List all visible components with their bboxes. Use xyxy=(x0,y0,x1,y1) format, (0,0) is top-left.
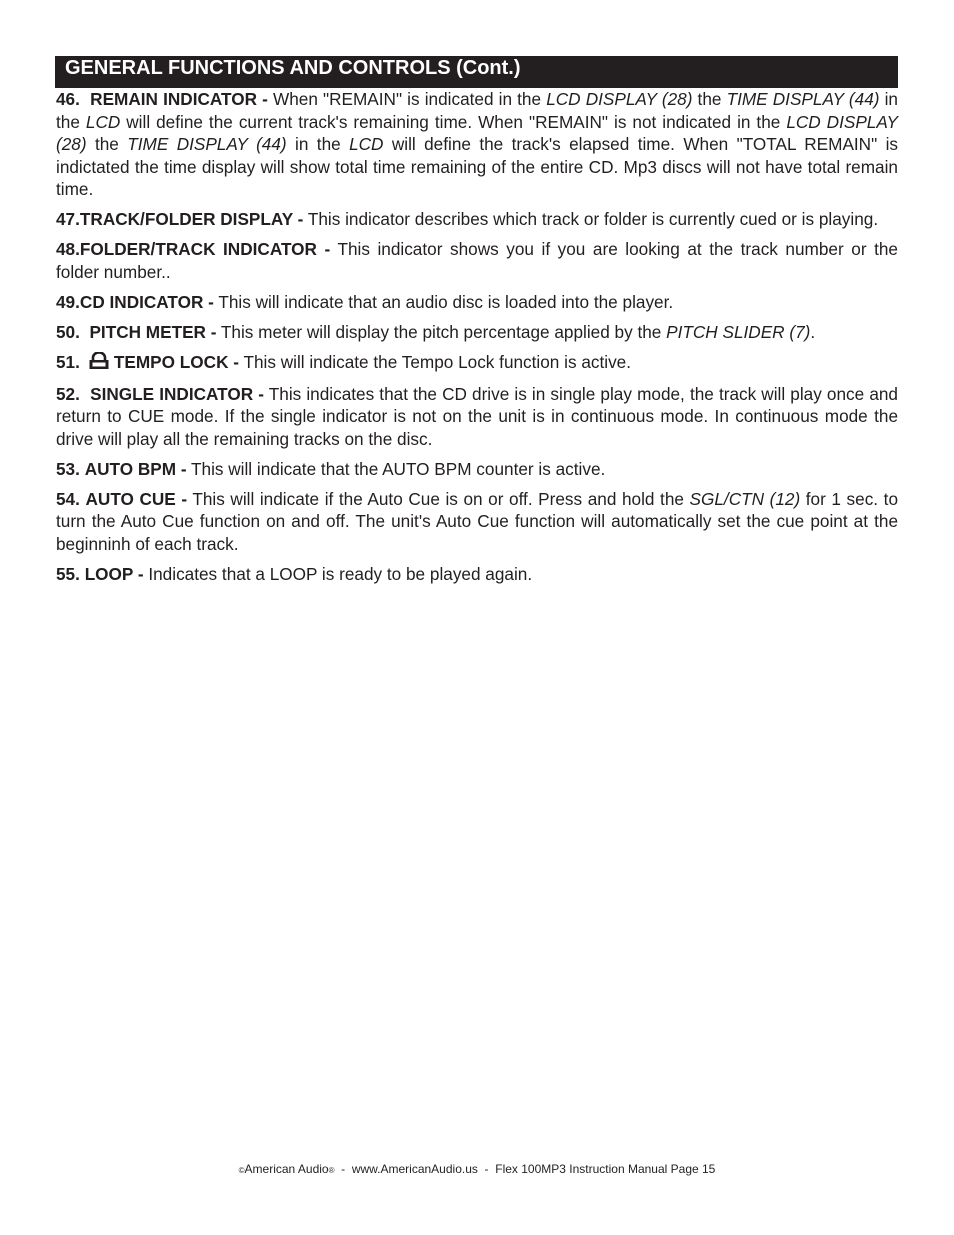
item-label: REMAIN INDICATOR - xyxy=(90,89,268,109)
footer-separator: - xyxy=(334,1162,352,1176)
footer-manual-page: Flex 100MP3 Instruction Manual Page 15 xyxy=(495,1162,716,1176)
item-55 xyxy=(56,563,898,586)
item-text: This indicator shows you if you are looking at the track number or the folder number.. xyxy=(56,239,898,282)
item-number: 55. xyxy=(56,563,80,584)
item-ref: LCD DISPLAY (28) xyxy=(56,111,899,154)
item-text: When "REMAIN" is indicated in the xyxy=(267,89,547,109)
item-text: the xyxy=(86,134,128,154)
item-text: in the xyxy=(56,89,898,132)
item-50 xyxy=(56,321,898,344)
item-number: 54. xyxy=(56,488,80,509)
item-number: 49. xyxy=(56,291,80,312)
section-title: GENERAL FUNCTIONS AND CONTROLS (Cont.) xyxy=(65,57,521,79)
item-47 xyxy=(56,208,898,231)
item-number: 53. xyxy=(56,458,80,479)
item-ref: LCD DISPLAY (28) xyxy=(546,89,693,109)
item-text: This will indicate that an audio disc is loaded into the player. xyxy=(213,291,674,312)
item-label: AUTO BPM - xyxy=(84,458,187,479)
item-51 xyxy=(56,351,898,376)
item-number: 47. xyxy=(56,209,80,229)
item-text: will define the track's elapsed time. When "TOTAL REMAIN" is indictated the time display will show total time remaining of the entire CD. Mp3 discs will not have total remain time. xyxy=(56,134,898,199)
item-label: FOLDER/TRACK INDICATOR - xyxy=(79,239,331,259)
item-text: This meter will display the pitch percentage applied by the xyxy=(216,321,667,342)
item-number: 50. xyxy=(56,321,80,342)
item-text: in the xyxy=(286,134,350,154)
item-ref: LCD xyxy=(349,134,384,154)
item-label: AUTO CUE - xyxy=(85,488,188,509)
item-label: CD INDICATOR - xyxy=(79,291,214,312)
item-label: SINGLE INDICATOR - xyxy=(90,383,264,404)
item-text: will define the current track's remaining time. When "REMAIN" is not indicated in the xyxy=(120,111,787,132)
item-48 xyxy=(56,238,898,283)
item-54 xyxy=(56,488,898,556)
registered-symbol: ® xyxy=(328,1166,335,1175)
item-text: This will indicate the Tempo Lock function is active. xyxy=(239,351,632,372)
item-number: 51. xyxy=(56,351,80,372)
item-text: This will indicate that the AUTO BPM counter is active. xyxy=(186,458,606,479)
item-49 xyxy=(56,291,898,314)
item-text: . xyxy=(810,321,816,342)
item-label: PITCH METER - xyxy=(89,321,217,342)
item-ref: LCD xyxy=(85,111,121,132)
item-46 xyxy=(56,88,898,201)
item-label: TEMPO LOCK - xyxy=(113,351,239,372)
item-number: 46. xyxy=(56,89,80,109)
item-text: This indicates that the CD drive is in single play mode, the track will play once and return to CUE mode. If the single indicator is not on the unit is in continuous mode. In continuous mode the drive will play all the remaining tracks on the disc. xyxy=(56,383,898,449)
item-number: 52. xyxy=(56,383,80,404)
item-label: TRACK/FOLDER DISPLAY - xyxy=(79,209,304,229)
copyright-symbol: © xyxy=(238,1166,245,1175)
item-text: This indicator describes which track or folder is currently cued or is playing. xyxy=(303,209,879,229)
document-body xyxy=(56,88,898,593)
item-ref: PITCH SLIDER (7) xyxy=(666,321,811,342)
footer-website: www.AmericanAudio.us xyxy=(351,1162,478,1176)
item-text: the xyxy=(692,89,727,109)
item-ref: TIME DISPLAY (44) xyxy=(127,134,287,154)
item-label: LOOP - xyxy=(84,563,144,584)
item-number: 48. xyxy=(56,239,80,259)
page-footer xyxy=(0,1161,954,1179)
item-ref: TIME DISPLAY (44) xyxy=(726,89,880,109)
section-header xyxy=(55,56,898,88)
item-text: This will indicate if the Auto Cue is on or off. Press and hold the xyxy=(187,488,690,509)
item-52 xyxy=(56,383,898,451)
item-ref: SGL/CTN (12) xyxy=(689,488,801,509)
lock-icon xyxy=(88,352,110,376)
item-text: Indicates that a LOOP is ready to be played again. xyxy=(143,563,533,584)
item-53 xyxy=(56,458,898,481)
footer-brand: American Audio xyxy=(244,1162,329,1176)
item-text: for 1 sec. to turn the Auto Cue function on and off. The unit's Auto Cue function will automatically set the cue point at the beginninh of each track. xyxy=(56,488,899,554)
footer-separator: - xyxy=(477,1162,496,1176)
